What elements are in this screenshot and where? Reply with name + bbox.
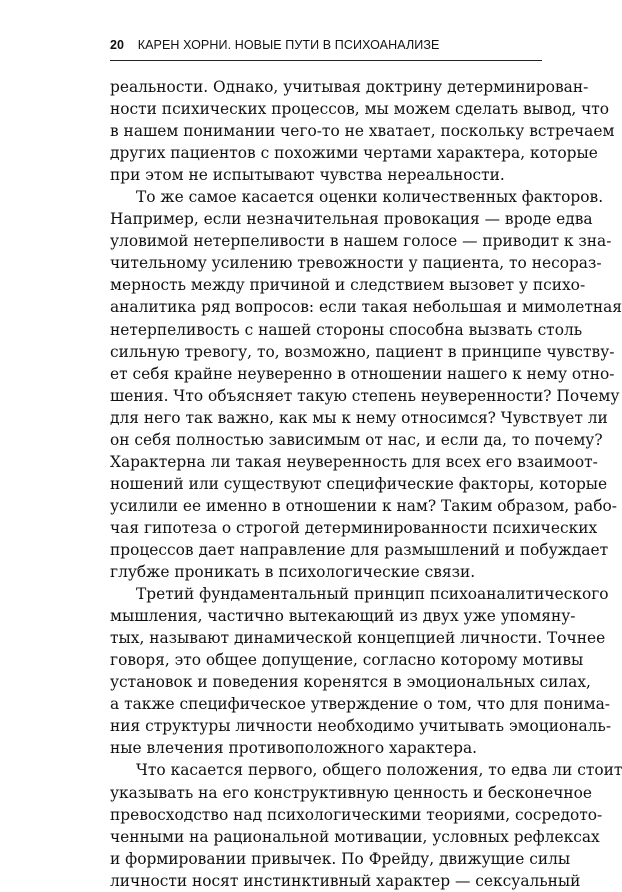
text-line: превосходство над психологическими теориями, сосредото- <box>110 805 603 824</box>
text-line: шения. Что объясняет такую степень неуверенности? Почему <box>110 386 620 405</box>
text-line: процессов дает направление для размышлений и побуждает <box>110 540 609 559</box>
text-line: ные влечения противоположного характера. <box>110 739 478 758</box>
text-line: мышления, частично вытекающий из двух уже упомяну- <box>110 607 576 626</box>
running-header <box>110 38 542 58</box>
running-title: КАРЕН ХОРНИ. НОВЫЕ ПУТИ В ПСИХОАНАЛИЗЕ <box>137 38 440 52</box>
text-line: нетерпеливость с нашей стороны способна вызвать столь <box>110 320 583 339</box>
text-line: чая гипотеза о строгой детерминированности психических <box>110 518 598 537</box>
text-line: Что касается первого, общего положения, то едва ли стоит <box>136 761 622 780</box>
paragraph <box>110 76 615 186</box>
text-line: ния структуры личности необходимо учитывать эмоциональ- <box>110 717 612 736</box>
text-line: установок и поведения коренятся в эмоциональных силах, <box>110 673 591 692</box>
text-line: То же самое касается оценки количественных факторов. <box>136 188 604 207</box>
text-line: ности психических процессов, мы можем сделать вывод, что <box>110 100 610 119</box>
text-line: при этом не испытывают чувства нереальности. <box>110 166 505 185</box>
text-line: и формировании привычек. По Фрейду, движущие силы <box>110 849 571 868</box>
paragraph <box>110 583 612 759</box>
paragraph <box>110 759 622 891</box>
text-line: а также специфическое утверждение о том, что для понима- <box>110 695 611 714</box>
text-line: уловимой нетерпеливости в нашем голосе — приводит к зна- <box>110 232 612 251</box>
text-line: ет себя крайне неуверенно в отношении нашего к нему отно- <box>110 364 615 383</box>
text-line: говоря, это общее допущение, согласно которому мотивы <box>110 651 584 670</box>
page-number: 20 <box>110 38 125 52</box>
header-divider <box>110 60 542 61</box>
text-line: ношений или существуют специфические факторы, которые <box>110 474 608 493</box>
text-line: мерность между причиной и следствием вызовет у психо- <box>110 276 586 295</box>
body-text <box>110 76 622 892</box>
text-line: Характерна ли такая неуверенность для всех его взаимоот- <box>110 452 598 471</box>
text-line: ченными на рациональной мотивации, условных рефлексах <box>110 827 600 846</box>
text-line: для него так важно, как мы к нему относимся? Чувствует ли <box>110 408 608 427</box>
text-line: других пациентов с похожими чертами характера, которые <box>110 144 598 163</box>
text-line: он себя полностью зависимым от нас, и если да, то почему? <box>110 430 603 449</box>
text-line: указывать на его конструктивную ценность и бесконечное <box>110 783 593 802</box>
paragraph <box>110 186 622 583</box>
text-line: усилили ее именно в отношении к нам? Таким образом, рабо- <box>110 496 617 515</box>
text-line: Третий фундаментальный принцип психоаналитического <box>136 585 609 604</box>
text-line: аналитика ряд вопросов: если такая небольшая и мимолетная <box>110 298 622 317</box>
text-line: тых, называют динамической концепцией личности. Точнее <box>110 629 606 648</box>
text-line: реальности. Однако, учитывая доктрину детерминирован- <box>110 78 589 96</box>
text-line: в нашем понимании чего-то не хватает, поскольку встречаем <box>110 122 615 141</box>
text-line: глубже проникать в психологические связи. <box>110 563 476 582</box>
text-line: личности носят инстинктивный характер — сексуальный <box>110 871 581 890</box>
text-line: Например, если незначительная провокация — вроде едва <box>110 210 593 229</box>
text-line: чительному усилению тревожности у пациента, то несораз- <box>110 254 602 273</box>
text-line: сильную тревогу, то, возможно, пациент в принципе чувству- <box>110 342 615 361</box>
